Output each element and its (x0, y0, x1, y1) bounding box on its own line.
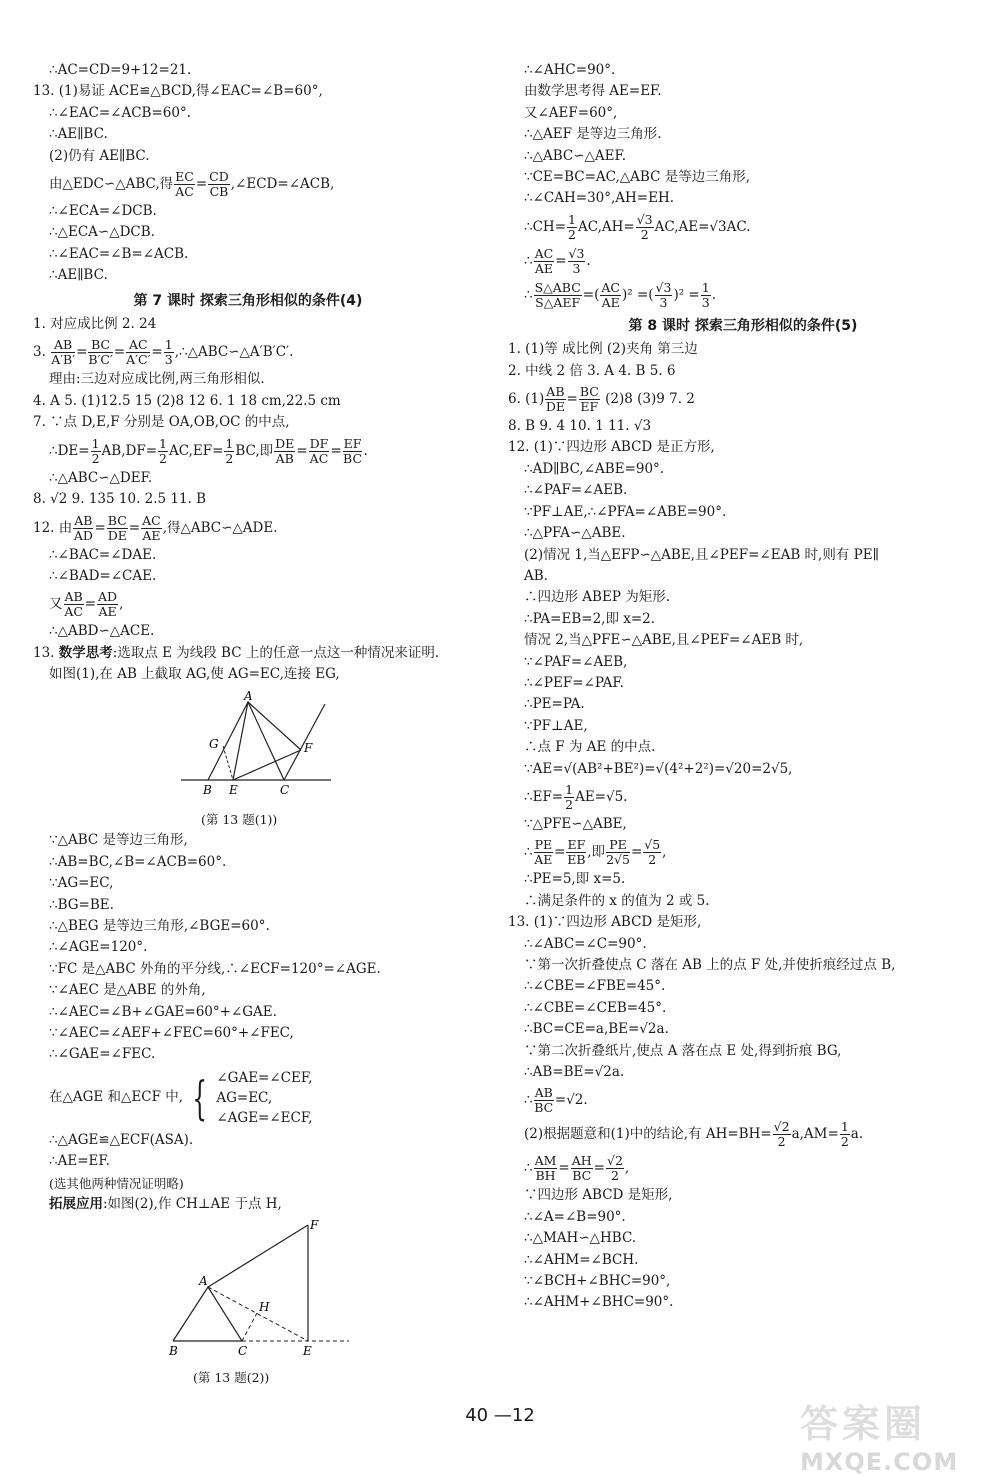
text-line: ∴点 F 为 AE 的中点. (524, 739, 656, 756)
text-line: ∴四边形 ABEP 为矩形. (524, 589, 670, 606)
label-B: B (169, 1344, 178, 1359)
text-line: ∴△ABC∽△DEF. (49, 469, 153, 486)
text-line: ∴AD∥BC,∠ABE=90°. (524, 460, 665, 477)
text-line: ∴△AEF 是等边三角形. (524, 126, 662, 143)
label-B: B (203, 782, 212, 797)
text-line: ∴∠CAH=30°,AH=EH. (524, 190, 675, 207)
triangle-diagram-1 (153, 690, 353, 802)
label-F: F (304, 740, 313, 755)
text-line: 13. (1)∵四边形 ABCD 是矩形, (508, 914, 702, 931)
text-line: 情况 2,当△PFE∽△ABE,且∠PEF=∠AEB 时, (524, 632, 804, 649)
text-line: ∴BG=BE. (49, 896, 114, 913)
label-A: A (199, 1274, 208, 1289)
text-line: ∴△ABC∽△AEF. (524, 147, 627, 164)
text-line: ∴∠EAC=∠ACB=60°. (49, 104, 191, 121)
text-line: 13. 数学思考:选取点 E 为线段 BC 上的任意一点这一种情况来证明. (33, 644, 440, 661)
text-line: 如图(1),在 AB 上截取 AG,使 AG=EC,连接 EG, (49, 666, 340, 683)
text-line: ∴∠AHC=90°. (524, 62, 616, 78)
text-line: ∴∠GAE=∠FEC. (49, 1046, 156, 1063)
figure-13-1 (153, 690, 463, 831)
text-line: 由数学思考得 AE=EF. (524, 83, 662, 100)
text-line: ∴△ECA∽△DCB. (49, 224, 155, 241)
text-line: ∴PE=5,即 x=5. (524, 871, 626, 888)
text-line: 4. A 5. (1)12.5 15 (2)8 12 6. 1 18 cm,22.5 cm (33, 392, 341, 409)
label-C: C (280, 782, 290, 797)
page-number: 40 —12 (465, 1405, 535, 1426)
text-line: ∴△AGE≌△ECF(ASA). (49, 1131, 194, 1148)
text-line: 理由:三边对应成比例,两三角形相似. (49, 371, 265, 388)
text-line: 3. $\frac{AB}{A'B'}$ = $\frac{BC}{B'C'}$ = $\frac{AC}{A'C'}$ = $\frac{1}{3}$ ,∴△ABC∽△A′B′C′. (33, 337, 294, 368)
text-line: ∵FC 是△ABC 外角的平分线,∴∠ECF=120°=∠AGE. (49, 960, 381, 977)
text-line: ∴BC=CE=a,BE=√2a. (524, 1021, 669, 1038)
text-line: ∵△ABC 是等边三角形, (49, 832, 188, 849)
label-E: E (303, 1344, 312, 1359)
text-line: 8. B 9. 4 10. 1 11. √3 (508, 418, 652, 435)
text-line: 又 $\frac{AB}{AC}$ = $\frac{AD}{AE}$ , (49, 589, 124, 620)
text-line: ∴AE=EF. (49, 1153, 110, 1170)
text-line: (2)情况 1,当△EFP∽△ABE,且∠PEF=∠EAB 时,则有 PE∥ (524, 546, 879, 563)
text-line: ∴∠AHM+∠BHC=90°. (524, 1294, 674, 1311)
watermark-text: 答案圈 (800, 1402, 927, 1446)
text-line: ∴∠CBE=∠FBE=45°. (524, 978, 666, 995)
text-line: ∴AE∥BC. (49, 267, 108, 284)
text-line: ∴满足条件的 x 的值为 2 或 5. (524, 892, 710, 909)
text-line: (2)仍有 AE∥BC. (49, 147, 150, 164)
text-line: ∴EF= $\frac{1}{2}$ AE=√5. (524, 781, 628, 812)
text-line: ∴AB=BC,∠B=∠ACB=60°. (49, 853, 227, 870)
text-line: ∴ $\frac{AB}{BC}$ =√2. (524, 1085, 588, 1116)
text-line: ∵第一次折叠使点 C 落在 AB 上的点 F 处,并使折痕经过点 B, (524, 957, 896, 973)
text-line: 2. 中线 2 倍 3. A 4. B 5. 6 (508, 362, 676, 379)
text-line: ∴△PFA∽△ABE. (524, 525, 626, 542)
text-line: ∴△MAH∽△HBC. (524, 1230, 637, 1247)
text-line: ∵∠PAF=∠AEB, (524, 653, 628, 670)
text-line: ∴CH= $\frac{1}{2}$ AC,AH= $\frac{√3}{2}$ AC,AE=√3AC. (524, 211, 751, 242)
label-G: G (209, 736, 219, 751)
section-heading: 第 8 课时 探索三角形相似的条件(5) (628, 317, 858, 334)
text-line: ∵AG=EC, (49, 875, 114, 892)
text-line: ∵PF⊥AE,∴∠PFA=∠ABE=90°. (524, 503, 727, 520)
text-line: ∴∠EAC=∠B=∠ACB. (49, 245, 189, 262)
figure-caption: (第 13 题(1)) (201, 811, 278, 827)
label-C: C (238, 1344, 248, 1359)
label-A: A (244, 689, 253, 703)
figure-13-2 (153, 1219, 463, 1388)
section-heading: 第 7 课时 探索三角形相似的条件(4) (133, 292, 363, 309)
text-line: 1. 对应成比例 2. 24 (33, 316, 157, 333)
label-E: E (229, 782, 238, 797)
text-line: 8. √2 9. 135 10. 2.5 11. B (33, 491, 207, 508)
text-line: ∴∠ABC=∠C=90°. (524, 935, 647, 952)
text-line: 6. (1) $\frac{AB}{DE}$ = $\frac{BC}{EF}$ (2)8 (3)9 7. 2 (508, 384, 695, 415)
text-line: ∴AC=CD=9+12=21. (49, 62, 192, 78)
text-line: ∴PA=EB=2,即 x=2. (524, 610, 656, 627)
text-line: ∴∠BAD=∠CAE. (49, 567, 157, 584)
text-line: ∵第二次折叠纸片,使点 A 落在点 E 处,得到折痕 BG, (524, 1042, 842, 1059)
text-line: ∵∠AEC 是△ABE 的外角, (49, 982, 206, 999)
text-line: 12. 由 $\frac{AB}{AD}$ = $\frac{BC}{DE}$ = $\frac{AC}{AE}$ ,得△ABC∽△ADE. (33, 512, 278, 543)
text-line: (选其他两种情况证明略) (49, 1175, 184, 1191)
text-line: ∴AE∥BC. (49, 126, 108, 143)
text-line: 13. (1)易证 ACE≌△BCD,得∠EAC=∠B=60°, (33, 83, 323, 100)
figure-caption: (第 13 题(2)) (193, 1369, 270, 1385)
fraction: $\frac{EC}{AC}$ (175, 169, 194, 200)
text-line: ∴∠AGE=120°. (49, 939, 148, 956)
text-line: ∴ S△ABC S△AEF =( $\frac{AC}{AE}$ )² =( $\frac{√3}{3}$ )² = $\frac{1}{3}$ . (524, 279, 716, 310)
text-line: ∵AE=√(AB²+BE²)=√(4²+2²)=√20=2√5, (524, 760, 793, 777)
text-line: 1. (1)等 成比例 (2)夹角 第三边 (508, 341, 698, 358)
text-line: 7. ∵点 D,E,F 分别是 OA,OB,OC 的中点, (33, 414, 290, 431)
label-H: H (259, 1300, 270, 1315)
text-line: ∴DE= $\frac{1}{2}$ AB,DF= $\frac{1}{2}$ AC,EF= $\frac{1}{2}$ BC,即 $\frac{DE}{AB}$ = $\frac{DF}{AC}$ = $\frac{EF}{BC}$ . (49, 435, 368, 466)
text-line: ∵CE=BC=AC,△ABC 是等边三角形, (524, 169, 750, 186)
label-F: F (310, 1219, 319, 1233)
text-line: ∴∠AEC=∠B+∠GAE=60°+∠GAE. (49, 1003, 277, 1020)
text-line: ∴∠PEF=∠PAF. (524, 674, 624, 691)
text-line: ∴△ABD∽△ACE. (49, 623, 155, 640)
text-line: ∴∠ECA=∠DCB. (49, 203, 157, 220)
text-line: ∴ $\frac{AM}{BH}$ = $\frac{AH}{BC}$ = $\frac{√2}{2}$ , (524, 1153, 630, 1184)
text-line: (2)根据题意和(1)中的结论,有 AH=BH= $\frac{√2}{2}$ a,AM= $\frac{1}{2}$ a. (524, 1119, 864, 1150)
equation-system: 在△AGE 和△ECF 中, { ∠GAE=∠CEF, AG=EC, ∠AGE=∠ECF, (49, 1069, 313, 1126)
text-line: 由△EDC∽△ABC,得 $\frac{EC}{AC}$ = $\frac{CD}{CB}$ ,∠ECD=∠ACB, (49, 169, 335, 200)
text-line: ∴∠BAC=∠DAE. (49, 546, 157, 563)
triangle-diagram-2 (153, 1219, 353, 1359)
text-line: ∵PF⊥AE, (524, 717, 588, 734)
text-line: ∴△BEG 是等边三角形,∠BGE=60°. (49, 917, 270, 934)
text-line: ∴∠AHM=∠BCH. (524, 1251, 639, 1268)
text-line: ∵△PFE∽△ABE, (524, 815, 627, 832)
text-line: 12. (1)∵四边形 ABCD 是正方形, (508, 439, 715, 456)
left-column (33, 60, 463, 1388)
text-line: ∵∠BCH+∠BHC=90°, (524, 1273, 671, 1290)
right-column (508, 60, 978, 1314)
text-line: ∴∠A=∠B=90°. (524, 1208, 626, 1225)
text-line: 又∠AEF=60°, (524, 104, 618, 121)
text-line: ∴ $\frac{AC}{AE}$ = $\frac{√3}{3}$ . (524, 245, 591, 276)
text-line: ∴AB=BE=√2a. (524, 1064, 625, 1081)
text-line: ∴∠CBE=∠CEB=45°. (524, 999, 667, 1016)
fraction: $\frac{CD}{CB}$ (209, 169, 229, 200)
text-line: AB. (524, 567, 548, 584)
text-line: ∴∠PAF=∠AEB. (524, 482, 628, 499)
watermark-url: MXQE.COM (800, 1448, 959, 1476)
text-line: ∵四边形 ABCD 是矩形, (524, 1187, 673, 1204)
text-line: 拓展应用:如图(2),作 CH⊥AE 于点 H, (49, 1196, 282, 1213)
text-line: ∴PE=PA. (524, 696, 585, 713)
text-line: ∵∠AEC=∠AEF+∠FEC=60°+∠FEC, (49, 1025, 294, 1041)
watermark-logo (800, 1393, 980, 1476)
text-line: ∴ $\frac{PE}{AE}$ = $\frac{EF}{EB}$ ,即 $\frac{PE}{2√5}$ = $\frac{√5}{2}$ , (524, 837, 667, 868)
